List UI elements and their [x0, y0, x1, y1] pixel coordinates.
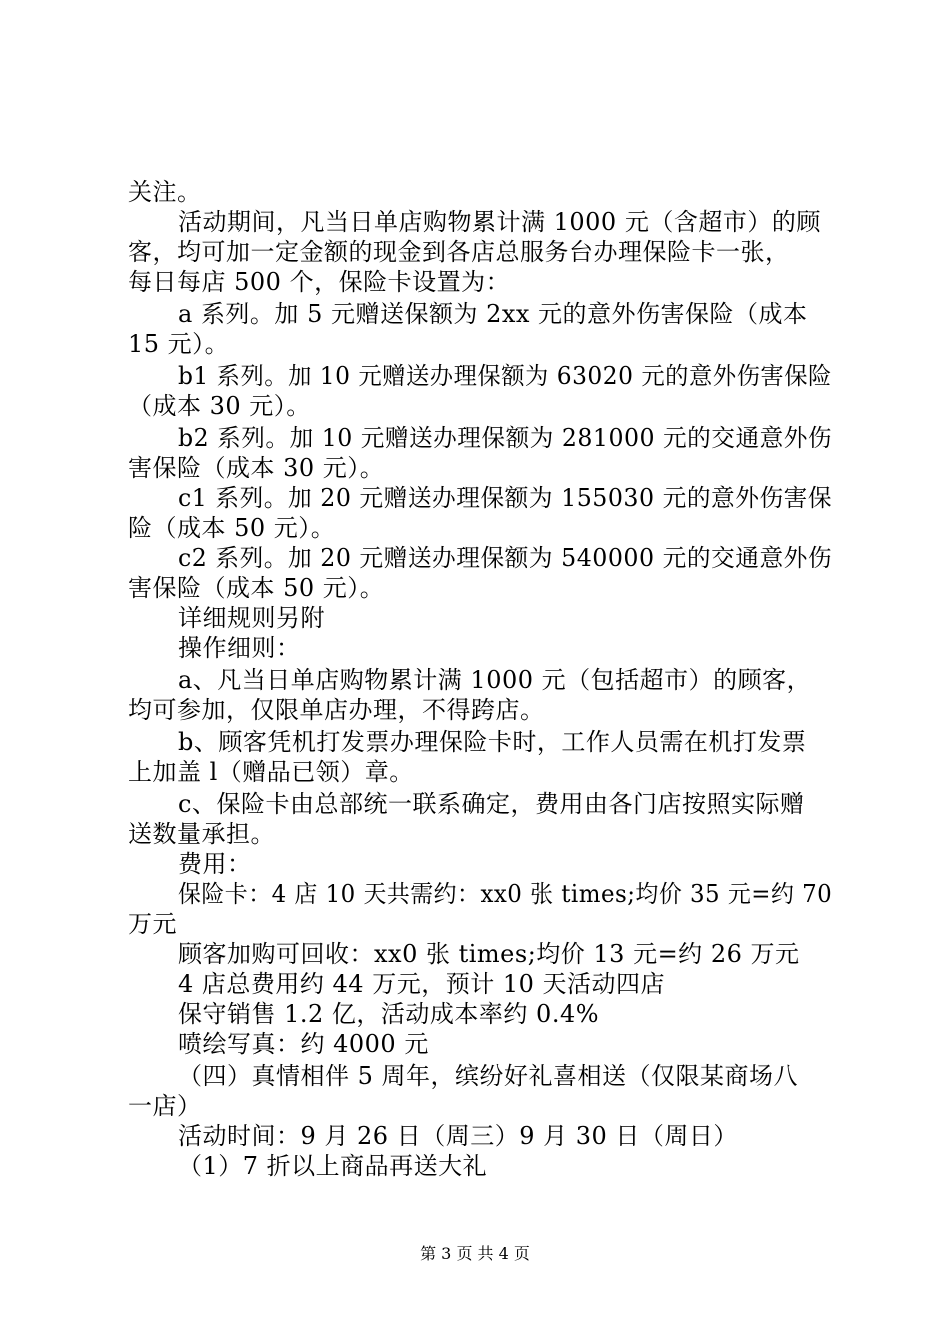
- text-line: c1 系列。加 20 元赠送办理保额为 155030 元的意外伤害保: [178, 484, 833, 512]
- text-line: c2 系列。加 20 元赠送办理保额为 540000 元的交通意外伤: [178, 544, 833, 572]
- text-line: 保守销售 1.2 亿，活动成本率约 0.4%: [178, 1000, 600, 1028]
- text-line: c、保险卡由总部统一联系确定，费用由各门店按照实际赠: [178, 790, 805, 818]
- text-line: 15 元）。: [128, 330, 230, 358]
- text-line: 操作细则：: [178, 634, 301, 662]
- text-line: 万元: [128, 910, 177, 938]
- text-line: 害保险（成本 50 元）。: [128, 574, 385, 602]
- text-line: b1 系列。加 10 元赠送办理保额为 63020 元的意外伤害保险: [178, 362, 832, 390]
- text-line: 客，均可加一定金额的现金到各店总服务台办理保险卡一张，: [128, 238, 790, 266]
- text-line: b、顾客凭机打发票办理保险卡时，工作人员需在机打发票: [178, 728, 807, 756]
- text-line: 活动时间：9 月 26 日（周三）9 月 30 日（周日）: [178, 1122, 738, 1150]
- text-line: 活动期间，凡当日单店购物累计满 1000 元（含超市）的顾: [178, 208, 821, 236]
- text-line: 均可参加，仅限单店办理，不得跨店。: [128, 696, 545, 724]
- text-line: 费用：: [178, 850, 252, 878]
- text-line: 送数量承担。: [128, 820, 275, 848]
- text-line: 上加盖 l（赠品已领）章。: [128, 758, 414, 786]
- page-footer: 第 3 页 共 4 页: [420, 1244, 530, 1263]
- text-line: （四）真情相伴 5 周年，缤纷好礼喜相送（仅限某商场八: [178, 1062, 799, 1090]
- text-line: 关注。: [128, 178, 202, 206]
- text-line: 详细规则另附: [178, 604, 325, 632]
- text-line: 喷绘写真：约 4000 元: [178, 1030, 429, 1058]
- text-line: a、凡当日单店购物累计满 1000 元（包括超市）的顾客，: [178, 666, 812, 694]
- text-line: a 系列。加 5 元赠送保额为 2xx 元的意外伤害保险（成本: [178, 300, 808, 328]
- text-line: 一店）: [128, 1092, 202, 1120]
- text-line: 4 店总费用约 44 万元，预计 10 天活动四店: [178, 970, 665, 998]
- text-line: b2 系列。加 10 元赠送办理保额为 281000 元的交通意外伤: [178, 424, 832, 452]
- text-line: 保险卡：4 店 10 天共需约：xx0 张 times;均价 35 元=约 70: [178, 880, 833, 908]
- text-line: 害保险（成本 30 元）。: [128, 454, 385, 482]
- text-line: （1）7 折以上商品再送大礼: [178, 1152, 488, 1180]
- text-line: （成本 30 元）。: [128, 392, 311, 420]
- text-line: 每日每店 500 个，保险卡设置为：: [128, 268, 511, 296]
- text-line: 险（成本 50 元）。: [128, 514, 336, 542]
- text-line: 顾客加购可回收：xx0 张 times;均价 13 元=约 26 万元: [178, 940, 800, 968]
